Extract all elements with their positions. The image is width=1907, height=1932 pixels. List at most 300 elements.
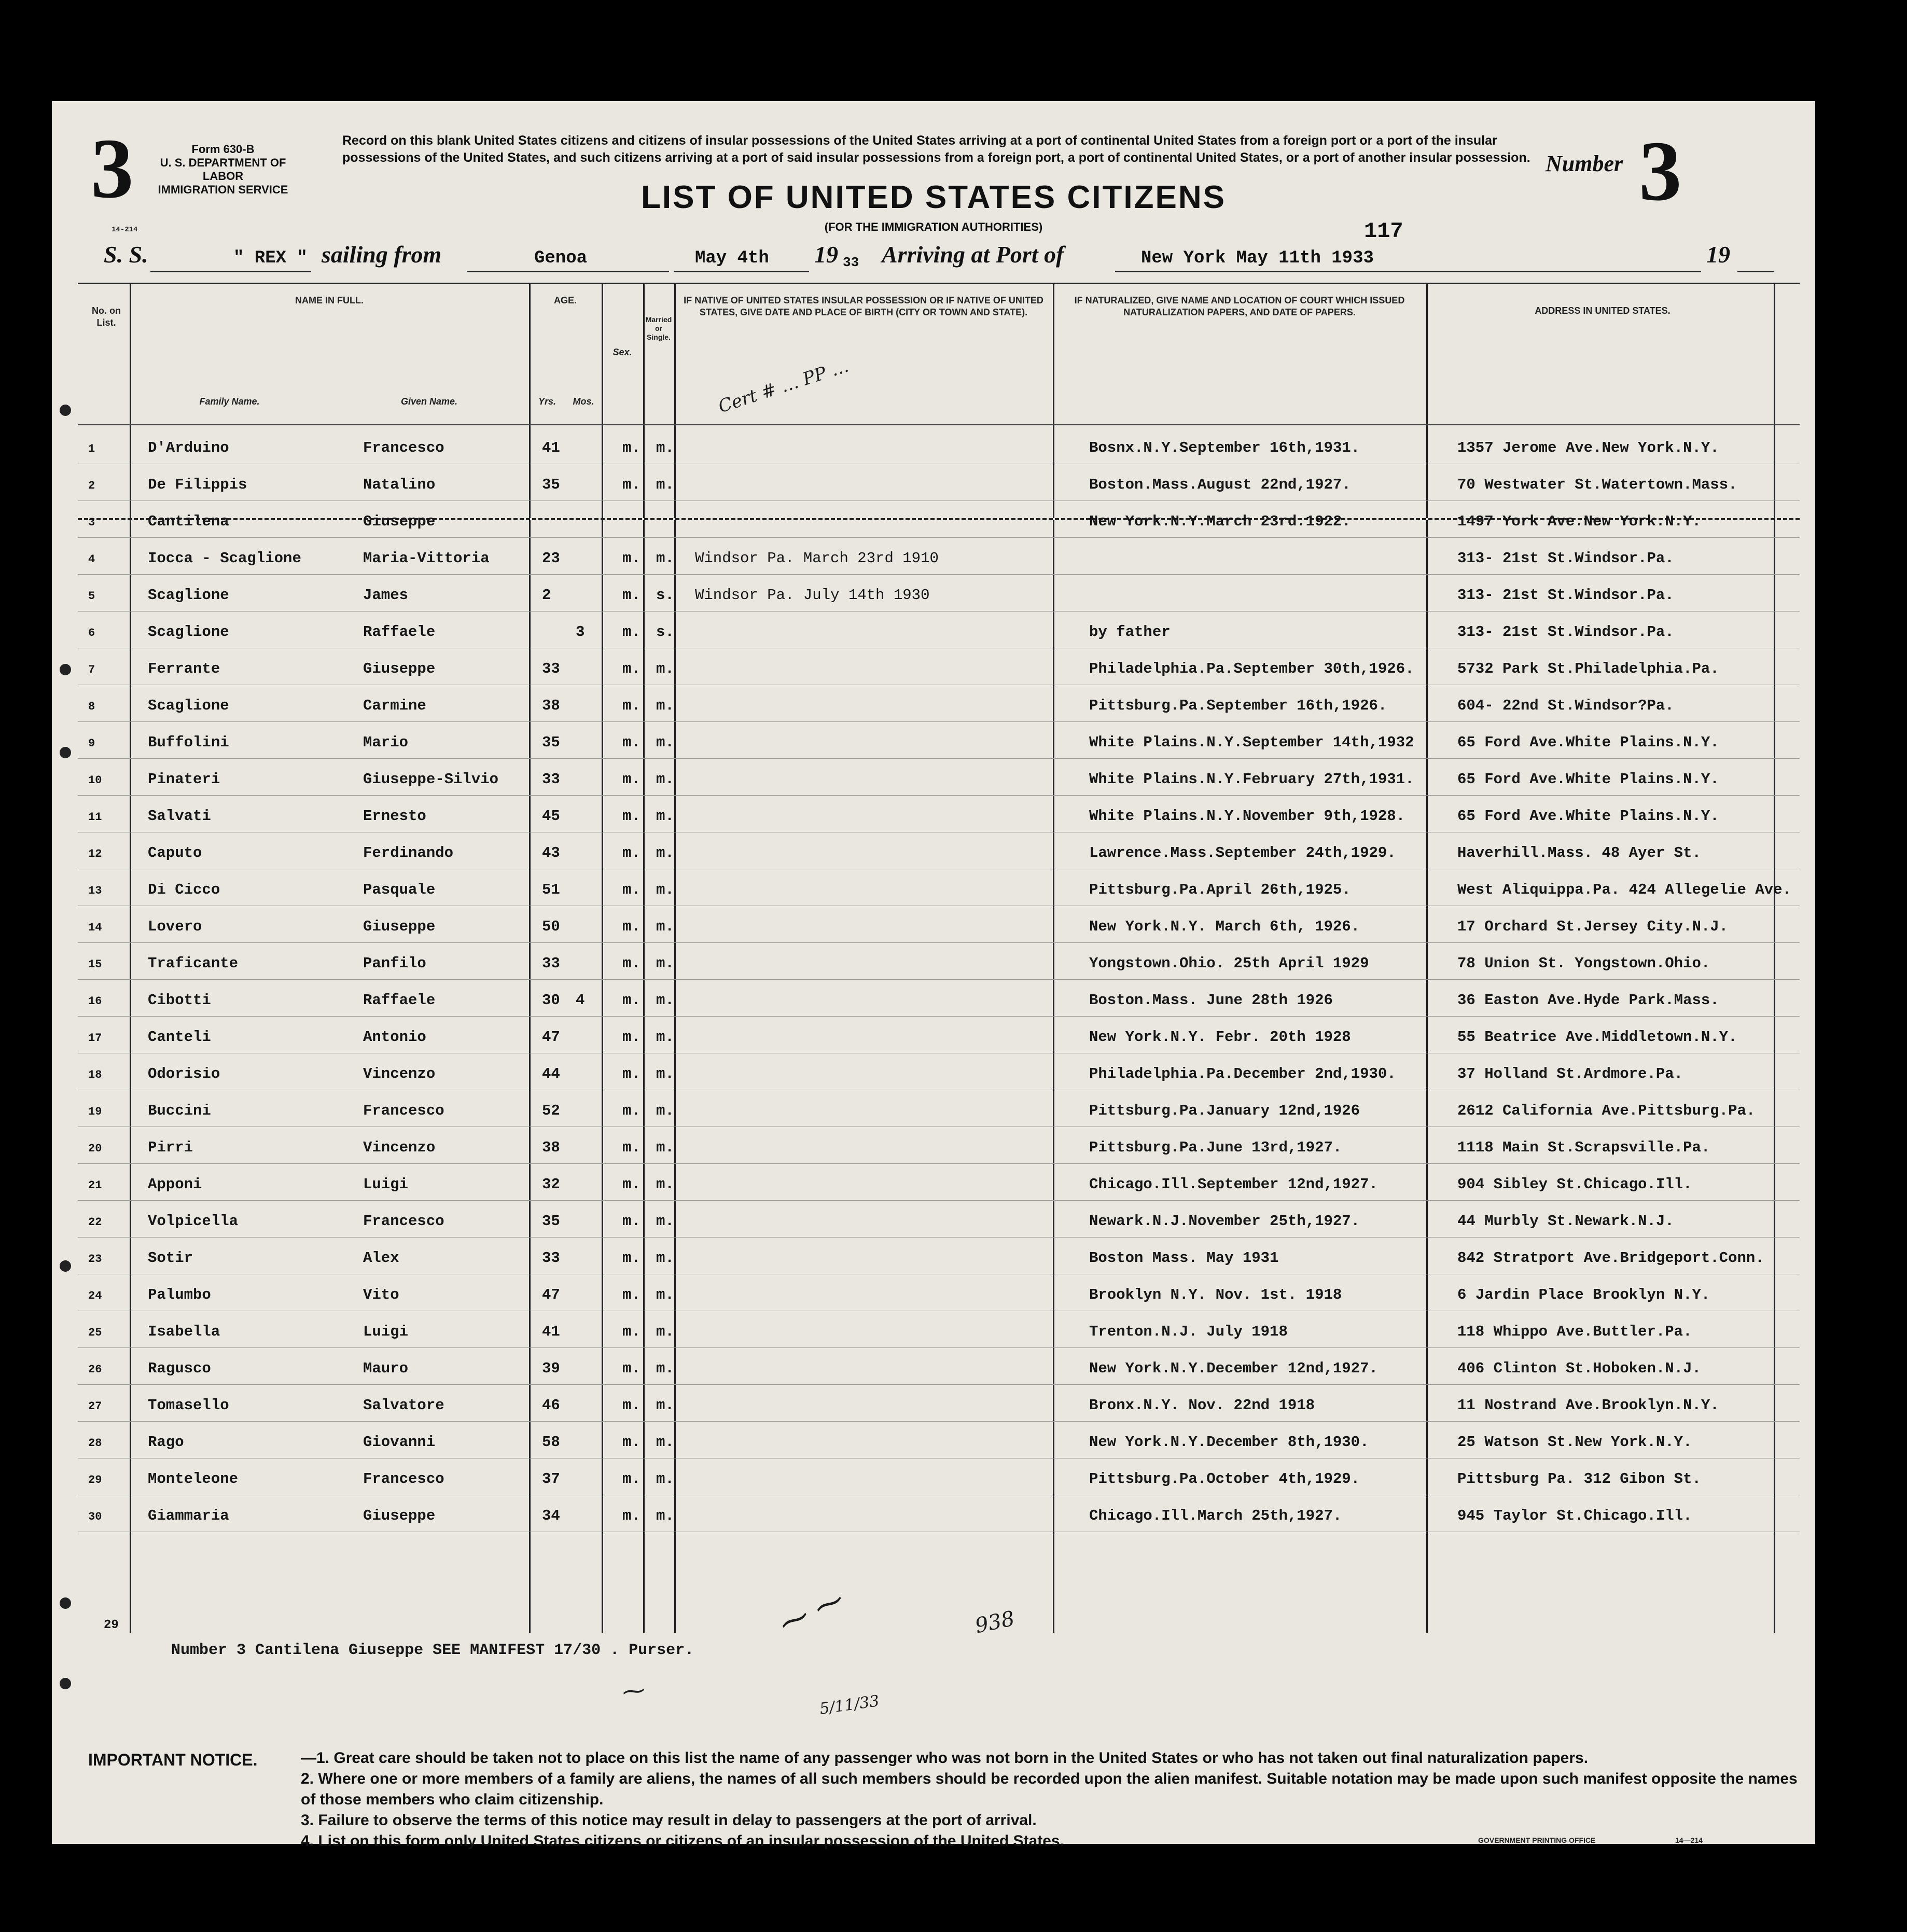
cell-family: Rago (148, 1434, 184, 1451)
cell-no: 12 (88, 847, 102, 860)
cell-naturalization: Chicago.Ill.September 12nd,1927. (1089, 1176, 1378, 1193)
cell-given: Alex (363, 1249, 399, 1267)
table-row (78, 648, 1800, 685)
cell-family: Iocca - Scaglione (148, 550, 301, 567)
cell-marital: m. (656, 1507, 674, 1524)
cell-sex: m. (622, 1470, 641, 1488)
cell-address: 1118 Main St.Scrapsville.Pa. (1457, 1139, 1710, 1156)
cell-address: 78 Union St. Yongstown.Ohio. (1457, 955, 1710, 972)
cell-age: 39 (542, 1360, 560, 1377)
table-row (78, 537, 1800, 575)
notice-item-2: 2. Where one or more members of a family are aliens, the names of all such members should be recorded upon the alien manifest. Suitable notation may be made upon such manifest opposite the names of those members who claim citizenship. (301, 1770, 1798, 1808)
cell-family: Apponi (148, 1176, 202, 1193)
cell-no: 27 (88, 1400, 102, 1413)
cell-naturalization: Pittsburg.Pa.April 26th,1925. (1089, 881, 1351, 898)
cell-family: Scaglione (148, 623, 229, 641)
cell-no: 25 (88, 1326, 102, 1339)
cell-age: 35 (542, 734, 560, 751)
cell-marital: s. (656, 587, 674, 604)
number-label: Number (1546, 151, 1623, 176)
cell-marital: m. (656, 1028, 674, 1046)
cell-given: Francesco (363, 1102, 444, 1119)
cell-sex: m. (622, 918, 641, 935)
cell-given: Luigi (363, 1323, 409, 1340)
cell-no: 1 (88, 442, 95, 455)
inspector-signature: ⁓ ⁓ (774, 1582, 850, 1642)
cell-no: 16 (88, 995, 102, 1008)
cell-no: 26 (88, 1363, 102, 1376)
cell-marital: m. (656, 918, 674, 935)
cell-age: 41 (542, 439, 560, 456)
cell-no: 2 (88, 479, 95, 492)
cell-age: 33 (542, 660, 560, 677)
table-row (78, 1421, 1800, 1458)
cell-age: 35 (542, 476, 560, 493)
table-row (78, 574, 1800, 611)
cell-no: 29 (88, 1474, 102, 1486)
cell-no: 14 (88, 921, 102, 934)
cell-address: 313- 21st St.Windsor.Pa. (1457, 623, 1674, 641)
cell-address: 5732 Park St.Philadelphia.Pa. (1457, 660, 1719, 677)
purser-signature: ⁓ (621, 1676, 647, 1706)
table-row (78, 721, 1800, 759)
table-row (78, 1237, 1800, 1274)
cell-naturalization: Boston.Mass. June 28th 1926 (1089, 992, 1333, 1009)
cell-age: 41 (542, 1323, 560, 1340)
cell-family: Ragusco (148, 1360, 211, 1377)
cell-mos: 3 (576, 623, 585, 641)
cell-age: 51 (542, 881, 560, 898)
cell-naturalization: Pittsburg.Pa.October 4th,1929. (1089, 1470, 1360, 1488)
cell-given: Pasquale (363, 881, 436, 898)
table-row (78, 1163, 1800, 1201)
bottom-form-code: 14—214 (1675, 1836, 1703, 1844)
cell-given: Panfilo (363, 955, 426, 972)
cell-sex: m. (622, 808, 641, 825)
cell-given: Ernesto (363, 808, 426, 825)
cell-marital: m. (656, 1249, 674, 1267)
cell-family: Canteli (148, 1028, 211, 1046)
department-line-1: U. S. DEPARTMENT OF LABOR (160, 156, 286, 183)
cell-no: 3 (88, 516, 95, 529)
cell-family: Volpicella (148, 1213, 239, 1230)
sailing-label: sailing from (322, 241, 442, 268)
cell-family: Sotir (148, 1249, 193, 1267)
cell-age: 43 (542, 844, 560, 861)
table-row (78, 869, 1800, 906)
cell-given: Antonio (363, 1028, 426, 1046)
cell-given: Giuseppe (363, 513, 436, 530)
cell-naturalization: New York.N.Y. March 6th, 1926. (1089, 918, 1360, 935)
cell-sex: m. (622, 771, 641, 788)
cell-sex: m. (622, 955, 641, 972)
header-address: ADDRESS IN UNITED STATES. (1535, 305, 1671, 316)
cell-marital: m. (656, 734, 674, 751)
cell-given: Francesco (363, 439, 444, 456)
cell-given: Mauro (363, 1360, 409, 1377)
cell-no: 24 (88, 1289, 102, 1302)
table-row (78, 1495, 1800, 1532)
cell-marital: m. (656, 439, 674, 456)
cell-given: Luigi (363, 1176, 409, 1193)
form-label: Form 630-B (191, 143, 255, 156)
cell-given: Giuseppe-Silvio (363, 771, 499, 788)
cell-marital: m. (656, 808, 674, 825)
cell-naturalization: Chicago.Ill.March 25th,1927. (1089, 1507, 1342, 1524)
notice-item-4: 4. List on this form only United States citizens or citizens of an insular possession of the United States. (301, 1832, 1064, 1850)
cell-given: Giuseppe (363, 1507, 436, 1524)
cell-marital: m. (656, 1434, 674, 1451)
cell-family: Salvati (148, 808, 211, 825)
footer-note: Number 3 Cantilena Giuseppe SEE MANIFEST 17/30 . Purser. (171, 1642, 694, 1659)
cell-family: Di Cicco (148, 881, 220, 898)
cell-sex: m. (622, 1397, 641, 1414)
cell-address: 55 Beatrice Ave.Middletown.N.Y. (1457, 1028, 1737, 1046)
cell-naturalization: White Plains.N.Y.September 14th,1932 (1089, 734, 1414, 751)
cell-sex: m. (622, 881, 641, 898)
cell-age: 37 (542, 1470, 560, 1488)
date-from: May 4th (695, 248, 769, 268)
table-row (78, 1016, 1800, 1053)
printer-credit: GOVERNMENT PRINTING OFFICE (1478, 1836, 1596, 1844)
cell-sex: m. (622, 1249, 641, 1267)
table-row (78, 1311, 1800, 1348)
cell-age: 47 (542, 1286, 560, 1303)
cell-age: 46 (542, 1397, 560, 1414)
cell-naturalization: Philadelphia.Pa.December 2nd,1930. (1089, 1065, 1396, 1082)
cell-naturalization: by father (1089, 623, 1171, 641)
cell-no: 13 (88, 884, 102, 897)
cell-given: Francesco (363, 1213, 444, 1230)
cell-address: 1497 York Ave.New York.N.Y. (1457, 513, 1701, 530)
passenger-table (78, 283, 1800, 1736)
cell-no: 5 (88, 590, 95, 603)
cell-sex: m. (622, 697, 641, 714)
cell-age: 33 (542, 1249, 560, 1267)
cell-age: 38 (542, 697, 560, 714)
cell-sex: m. (622, 439, 641, 456)
header-family-name: Family Name. (199, 396, 260, 407)
cell-naturalization: New York.N.Y.December 12nd,1927. (1089, 1360, 1378, 1377)
cell-no: 15 (88, 958, 102, 971)
handwritten-date: 5/11/33 (818, 1692, 881, 1718)
cell-no: 17 (88, 1032, 102, 1045)
header-yrs: Yrs. (538, 396, 556, 407)
cell-age: 33 (542, 955, 560, 972)
cell-marital: m. (656, 1065, 674, 1082)
cell-no: 19 (88, 1105, 102, 1118)
table-row (78, 1274, 1800, 1311)
cell-family: Buccini (148, 1102, 211, 1119)
table-row (78, 1127, 1800, 1164)
manifest-page (52, 101, 1815, 1850)
arriving-label: Arriving at Port of (882, 241, 1064, 268)
cell-family: Caputo (148, 844, 202, 861)
cell-sex: m. (622, 1286, 641, 1303)
header-naturalization: IF NATURALIZED, GIVE NAME AND LOCATION OF COURT WHICH ISSUED NATURALIZATION PAPERS, AND DATE OF PAPERS. (1074, 295, 1405, 317)
cell-address: 65 Ford Ave.White Plains.N.Y. (1457, 771, 1719, 788)
cell-family: Buffolini (148, 734, 229, 751)
cell-marital: m. (656, 1360, 674, 1377)
cell-age: 58 (542, 1434, 560, 1451)
cell-sex: m. (622, 587, 641, 604)
table-row (78, 942, 1800, 980)
cell-sex: m. (622, 734, 641, 751)
cell-address: 604- 22nd St.Windsor?Pa. (1457, 697, 1674, 714)
notice-item-1: —1. Great care should be taken not to place on this list the name of any passenger who was not born in the United States or who has not taken out final naturalization papers. (301, 1749, 1589, 1767)
cell-sex: m. (622, 1176, 641, 1193)
header-birth-info: IF NATIVE OF UNITED STATES INSULAR POSSESSION OR IF NATIVE OF UNITED STATES, GIVE DATE AND PLACE OF BIRTH (CITY OR TOWN AND STATE). (684, 295, 1043, 317)
table-row (78, 906, 1800, 943)
cell-address: 6 Jardin Place Brooklyn N.Y. (1457, 1286, 1710, 1303)
cell-no: 21 (88, 1179, 102, 1192)
cell-sex: m. (622, 550, 641, 567)
cell-naturalization: New York.N.Y. Febr. 20th 1928 (1089, 1028, 1351, 1046)
cell-sex: m. (622, 660, 641, 677)
cell-sex: m. (622, 1139, 641, 1156)
cell-address: West Aliquippa.Pa. 424 Allegelie Ave. (1457, 881, 1791, 898)
table-row (78, 1347, 1800, 1385)
cell-no: 18 (88, 1068, 102, 1081)
cell-family: Monteleone (148, 1470, 239, 1488)
cell-mos: 4 (576, 992, 585, 1009)
voyage-line (104, 241, 1763, 272)
header-no: No. on List. (92, 305, 121, 328)
cell-marital: s. (656, 623, 674, 641)
cell-naturalization: Brooklyn N.Y. Nov. 1st. 1918 (1089, 1286, 1342, 1303)
cell-given: Carmine (363, 697, 426, 714)
cell-naturalization: Bronx.N.Y. Nov. 22nd 1918 (1089, 1397, 1315, 1414)
cell-age: 52 (542, 1102, 560, 1119)
cell-address: 17 Orchard St.Jersey City.N.J. (1457, 918, 1729, 935)
cell-given: Maria-Vittoria (363, 550, 490, 567)
cell-given: Raffaele (363, 992, 436, 1009)
cell-marital: m. (656, 1470, 674, 1488)
cell-sex: m. (622, 1323, 641, 1340)
cell-sex: m. (622, 1065, 641, 1082)
cell-marital: m. (656, 955, 674, 972)
cell-given: Natalino (363, 476, 436, 493)
number-value: 3 (1639, 123, 1682, 218)
cell-address: 11 Nostrand Ave.Brooklyn.N.Y. (1457, 1397, 1719, 1414)
cell-naturalization: Bosnx.N.Y.September 16th,1931. (1089, 439, 1360, 456)
cell-address: 313- 21st St.Windsor.Pa. (1457, 587, 1674, 604)
cell-family: Scaglione (148, 697, 229, 714)
cell-marital: m. (656, 476, 674, 493)
cell-sex: m. (622, 1028, 641, 1046)
cell-marital: m. (656, 697, 674, 714)
header-age: AGE. (553, 295, 577, 305)
cell-age: 44 (542, 1065, 560, 1082)
cell-given: Raffaele (363, 623, 436, 641)
cell-no: 11 (88, 811, 102, 824)
cell-family: Odorisio (148, 1065, 220, 1082)
cell-sex: m. (622, 844, 641, 861)
cell-address: Haverhill.Mass. 48 Ayer St. (1457, 844, 1701, 861)
cell-marital: m. (656, 1286, 674, 1303)
cell-age: 38 (542, 1139, 560, 1156)
notice-item-3: 3. Failure to observe the terms of this notice may result in delay to passengers at the port of arrival. (301, 1812, 1037, 1829)
cell-naturalization: Boston.Mass.August 22nd,1927. (1089, 476, 1351, 493)
year-prefix: 19 (814, 241, 838, 268)
cell-no: 6 (88, 627, 95, 640)
form-number-large: 3 (91, 121, 134, 216)
cell-address: 36 Easton Ave.Hyde Park.Mass. (1457, 992, 1719, 1009)
cell-marital: m. (656, 771, 674, 788)
cell-naturalization: New York.N.Y.December 8th,1930. (1089, 1434, 1369, 1451)
cell-family: Pirri (148, 1139, 193, 1156)
cell-marital: m. (656, 1397, 674, 1414)
table-row (78, 1053, 1800, 1090)
cell-age: 23 (542, 550, 560, 567)
total-count: 29 (104, 1618, 119, 1632)
cell-family: Ferrante (148, 660, 220, 677)
cell-sex: m. (622, 1102, 641, 1119)
cell-family: Lovero (148, 918, 202, 935)
cell-marital: m. (656, 1139, 674, 1156)
cell-address: 406 Clinton St.Hoboken.N.J. (1457, 1360, 1701, 1377)
cell-family: Cantilena (148, 513, 229, 530)
table-row (78, 501, 1800, 538)
cell-address: 65 Ford Ave.White Plains.N.Y. (1457, 734, 1719, 751)
page-subtitle: (FOR THE IMMIGRATION AUTHORITIES) (824, 220, 1043, 233)
cell-family: Cibotti (148, 992, 211, 1009)
cell-family: Traficante (148, 955, 239, 972)
cell-age: 32 (542, 1176, 560, 1193)
table-row (78, 685, 1800, 722)
cell-birth: Windsor Pa. July 14th 1930 (695, 587, 930, 604)
table-row (78, 832, 1800, 869)
cell-marital: m. (656, 844, 674, 861)
form-instructions: Record on this blank United States citizens and citizens of insular possessions of the United States arriving at a port of continental United States from a foreign port or a port of the insular possessions of the United States, and such citizens arriving at a port of said insular possessions from a foreign port, a port of continental United States, or a port of another insular possession. (342, 133, 1530, 165)
cell-no: 4 (88, 553, 95, 566)
cell-sex: m. (622, 1434, 641, 1451)
table-row (78, 1090, 1800, 1127)
cell-sex: m. (622, 476, 641, 493)
cell-family: Isabella (148, 1323, 220, 1340)
cell-given: Vito (363, 1286, 399, 1303)
cell-address: 1357 Jerome Ave.New York.N.Y. (1457, 439, 1719, 456)
cell-sex: m. (622, 623, 641, 641)
cell-age: 50 (542, 918, 560, 935)
notice-title: IMPORTANT NOTICE. (88, 1750, 258, 1769)
cell-address: 65 Ford Ave.White Plains.N.Y. (1457, 808, 1719, 825)
cell-marital: m. (656, 550, 674, 567)
cell-given: Vincenzo (363, 1139, 436, 1156)
cell-age: 33 (542, 771, 560, 788)
cell-age: 47 (542, 1028, 560, 1046)
cell-address: 842 Stratport Ave.Bridgeport.Conn. (1457, 1249, 1764, 1267)
ss-label: S. S. (104, 241, 148, 268)
cell-address: 945 Taylor St.Chicago.Ill. (1457, 1507, 1692, 1524)
cell-naturalization: Boston Mass. May 1931 (1089, 1249, 1279, 1267)
cell-given: James (363, 587, 409, 604)
header-name-in-full: NAME IN FULL. (295, 295, 364, 305)
cell-given: Francesco (363, 1470, 444, 1488)
department-line-2: IMMIGRATION SERVICE (158, 183, 288, 196)
cell-no: 28 (88, 1437, 102, 1450)
table-row (78, 464, 1800, 501)
cell-naturalization: Lawrence.Mass.September 24th,1929. (1089, 844, 1396, 861)
cell-age: 2 (542, 587, 551, 604)
cell-marital: m. (656, 1176, 674, 1193)
cell-family: Giammaria (148, 1507, 229, 1524)
cell-sex: m. (622, 1213, 641, 1230)
cell-no: 7 (88, 663, 95, 676)
cell-address: 2612 California Ave.Pittsburg.Pa. (1457, 1102, 1756, 1119)
table-row (78, 1200, 1800, 1238)
cell-address: 25 Watson St.New York.N.Y. (1457, 1434, 1692, 1451)
cell-family: Scaglione (148, 587, 229, 604)
cell-naturalization: Newark.N.J.November 25th,1927. (1089, 1213, 1360, 1230)
table-row (78, 1384, 1800, 1422)
page-title: LIST OF UNITED STATES CITIZENS (641, 179, 1226, 215)
cell-given: Mario (363, 734, 409, 751)
table-row (78, 979, 1800, 1017)
cell-given: Salvatore (363, 1397, 444, 1414)
cell-sex: m. (622, 1360, 641, 1377)
cell-naturalization: Yongstown.Ohio. 25th April 1929 (1089, 955, 1369, 972)
table-row (78, 795, 1800, 832)
header-married-single: Married or Single. (645, 315, 672, 341)
cell-family: D'Arduino (148, 439, 229, 456)
cell-sex: m. (622, 1507, 641, 1524)
cell-marital: m. (656, 992, 674, 1009)
cell-birth: Windsor Pa. March 23rd 1910 (695, 550, 939, 567)
cell-no: 23 (88, 1253, 102, 1266)
cell-marital: m. (656, 1213, 674, 1230)
cell-family: Palumbo (148, 1286, 211, 1303)
left-form-code: 14-214 (112, 226, 138, 234)
cell-given: Giuseppe (363, 660, 436, 677)
cell-naturalization: Philadelphia.Pa.September 30th,1926. (1089, 660, 1414, 677)
cell-address: 44 Murbly St.Newark.N.J. (1457, 1213, 1674, 1230)
cell-no: 10 (88, 774, 102, 787)
cell-given: Giovanni (363, 1434, 436, 1451)
cell-given: Giuseppe (363, 918, 436, 935)
table-row (78, 611, 1800, 648)
header-given-name: Given Name. (400, 396, 458, 407)
cell-given: Ferdinando (363, 844, 454, 861)
handwritten-cert-annotations: Cert # … PP … (716, 355, 852, 418)
cell-naturalization: Pittsburg.Pa.January 12nd,1926 (1089, 1102, 1360, 1119)
cell-no: 8 (88, 700, 95, 713)
handwritten-number: 938 (973, 1606, 1017, 1638)
cell-no: 30 (88, 1510, 102, 1523)
cell-marital: m. (656, 1102, 674, 1119)
cell-naturalization: New York.N.Y.March 23rd.1922. (1089, 513, 1351, 530)
cell-address: 313- 21st St.Windsor.Pa. (1457, 550, 1674, 567)
header-sex: Sex. (613, 347, 632, 357)
table-row (78, 427, 1800, 464)
cell-no: 20 (88, 1142, 102, 1155)
cell-age: 30 (542, 992, 560, 1009)
cell-age: 35 (542, 1213, 560, 1230)
cell-marital: m. (656, 1323, 674, 1340)
cell-address: 70 Westwater St.Watertown.Mass. (1457, 476, 1737, 493)
cell-no: 9 (88, 737, 95, 750)
cell-age: 34 (542, 1507, 560, 1524)
cell-family: De Filippis (148, 476, 247, 493)
cell-address: 37 Holland St.Ardmore.Pa. (1457, 1065, 1683, 1082)
cell-address: Pittsburg Pa. 312 Gibon St. (1457, 1470, 1701, 1488)
cell-address: 118 Whippo Ave.Buttler.Pa. (1457, 1323, 1692, 1340)
cell-marital: m. (656, 660, 674, 677)
header-mos: Mos. (573, 396, 594, 407)
cell-naturalization: Pittsburg.Pa.September 16th,1926. (1089, 697, 1387, 714)
ship-name: " REX " (233, 248, 308, 268)
cell-naturalization: White Plains.N.Y.November 9th,1928. (1089, 808, 1405, 825)
